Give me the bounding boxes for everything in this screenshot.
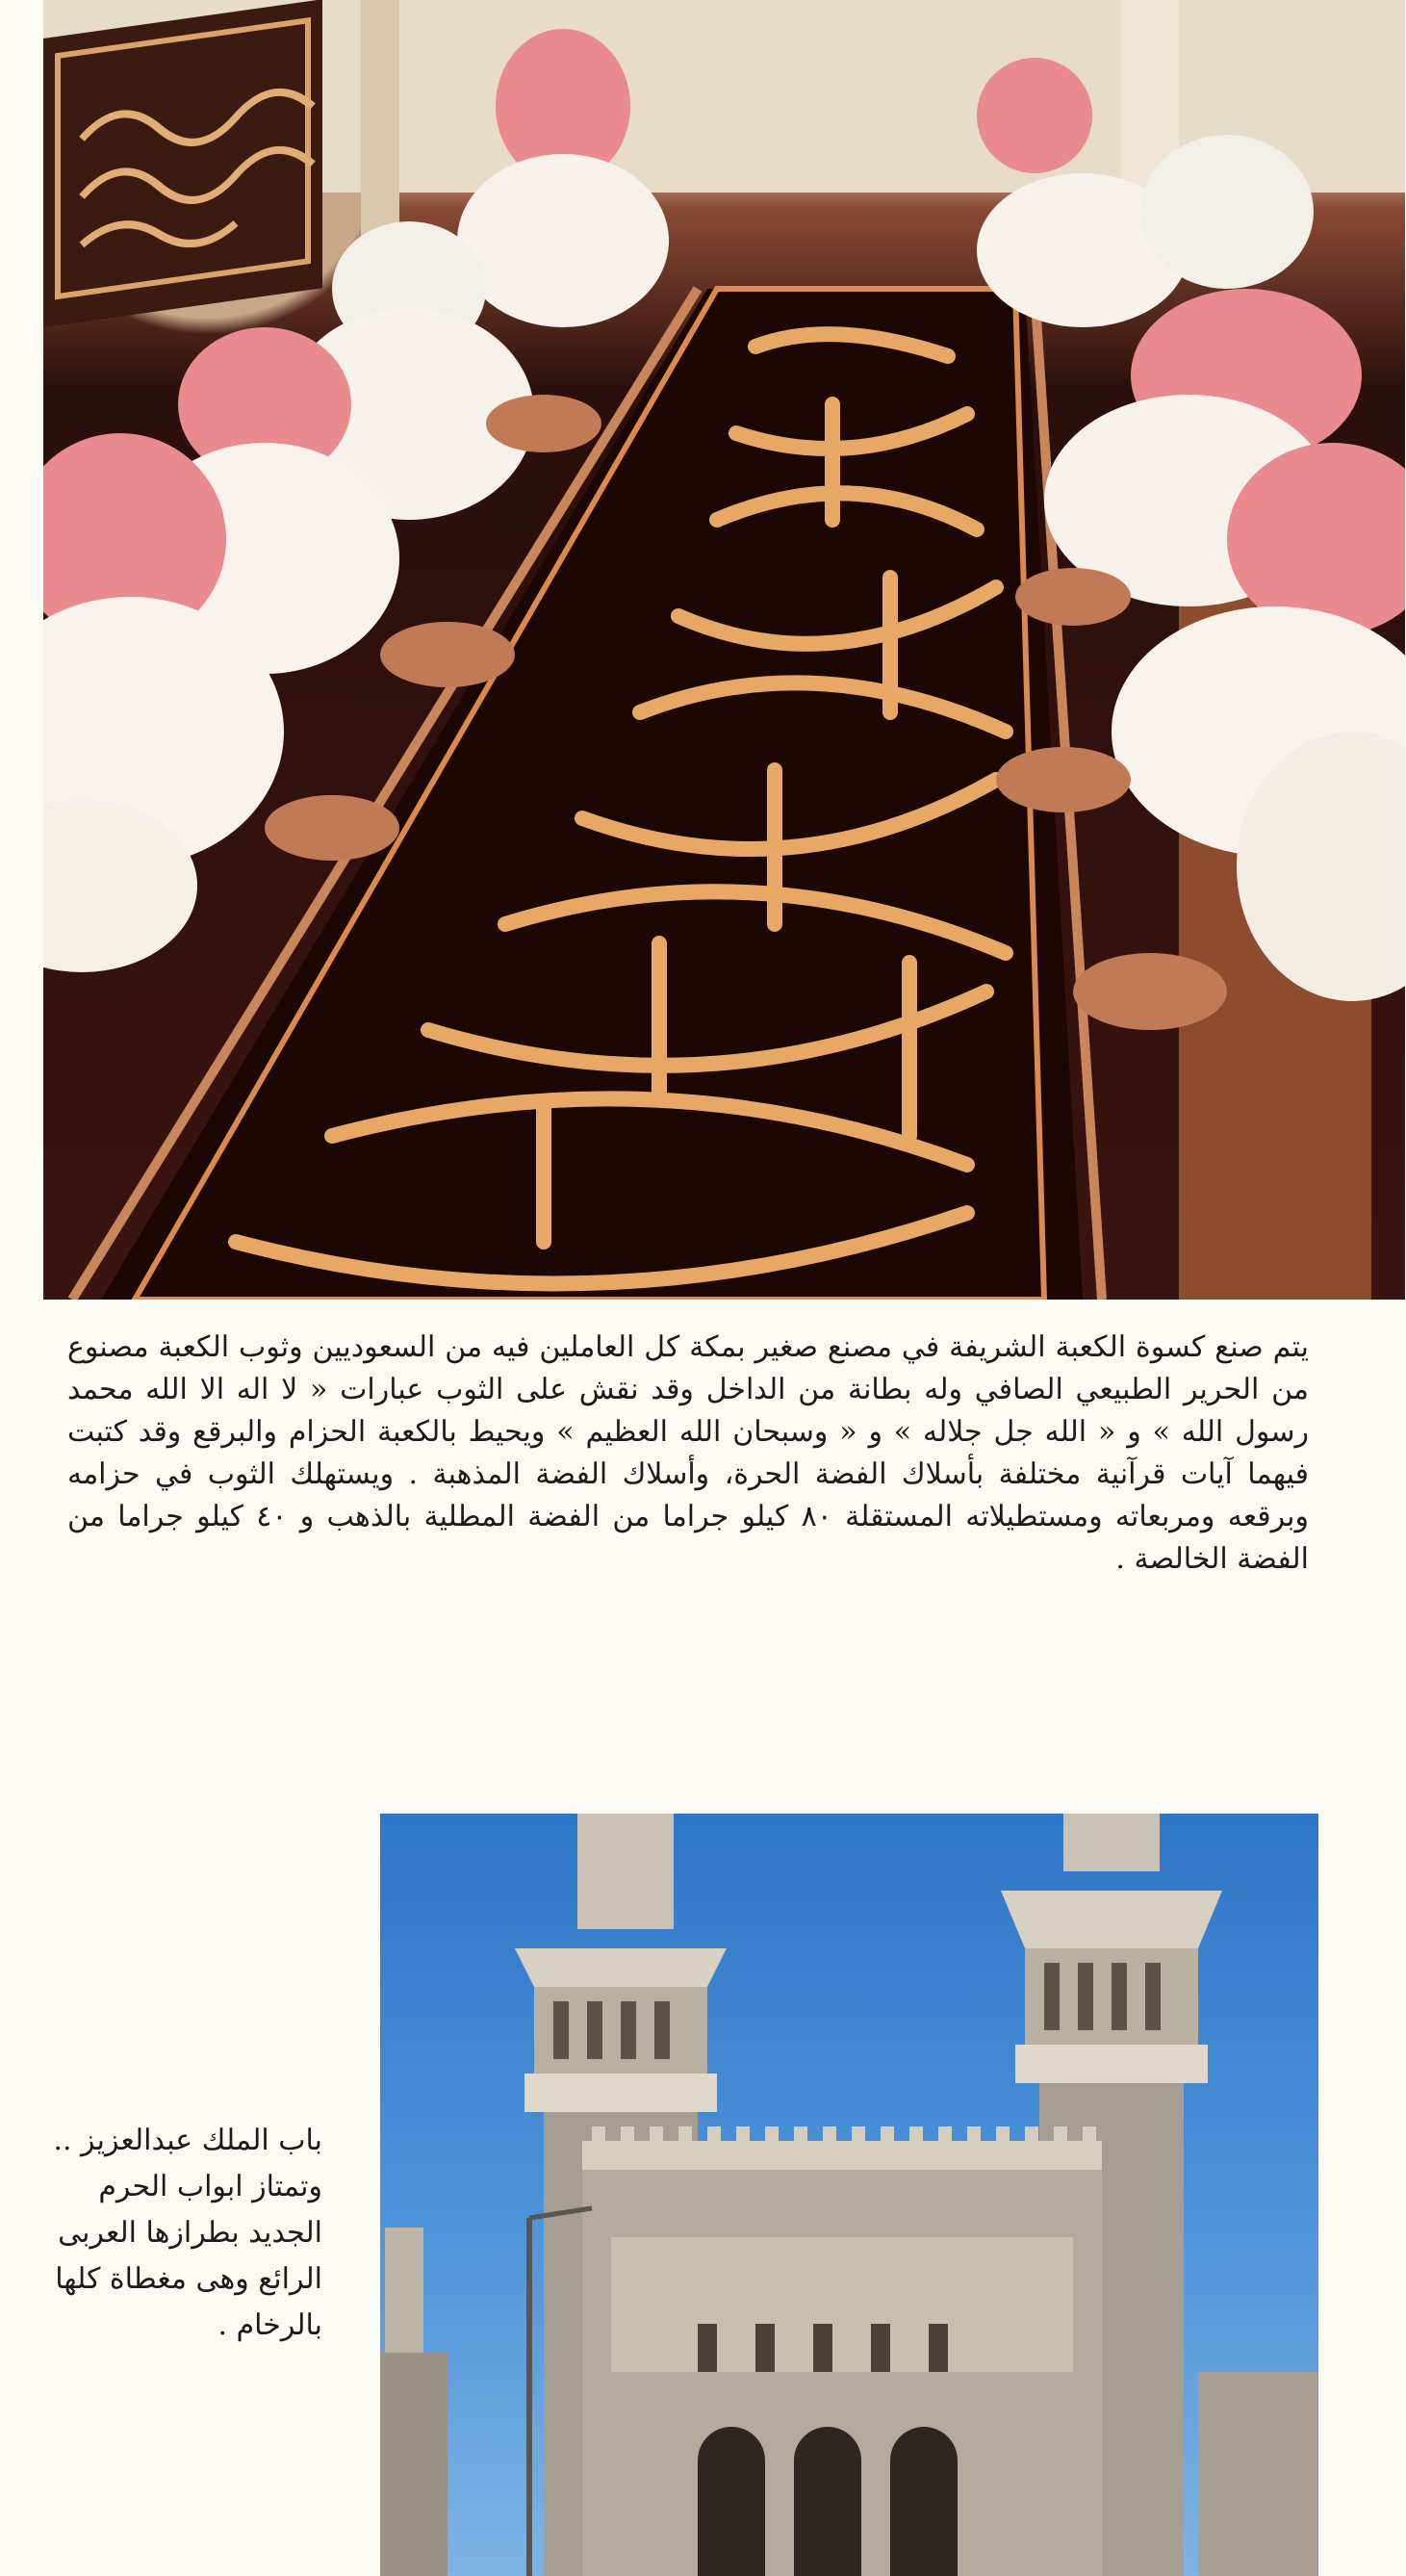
gate-facade [582,2126,1102,2576]
kiswa-workshop-photo [43,0,1405,1300]
wall-calligraphy-panel [43,0,322,327]
gate-caption-text: باب الملك عبدالعزيز .. وتمتاز ابواب الحرم الجديد بطرازها العربى الرائع وهى مغطاة كلها بالرخام . [53,2124,322,2342]
kiswa-workshop-illustration [43,0,1405,1300]
king-abdulaziz-gate-photo [380,1814,1318,2576]
gate-illustration [380,1814,1318,2576]
kiswa-caption [67,1327,1309,1581]
kiswa-caption-text: يتم صنع كسوة الكعبة الشريفة في مصنع صغير بمكة كل العاملين فيه من السعوديين وثوب الكعبة مصنوع من الحرير الطبيعي الصافي وله بطانة من الداخل وقد نقش على الثوب عبارات « لا اله الا الله محمد رسول الله » و « الله جل جلاله » و « وسبحان الله العظيم » ويحيط بالكعبة الحزام والبرقع وقد كتبت فيهما آيات قرآنية مختلفة بأسلاك الفضة الحرة، وأسلاك الفضة المذهبة . ويستهلك الثوب في حزامه وبرقعه ومربعاته ومستطيلاته المستقلة ٨٠ كيلو جراما من الفضة المطلية بالذهب و ٤٠ كيلو جراما من الفضة الخالصة . [67,1330,1310,1576]
gate-caption [43,2118,322,2349]
